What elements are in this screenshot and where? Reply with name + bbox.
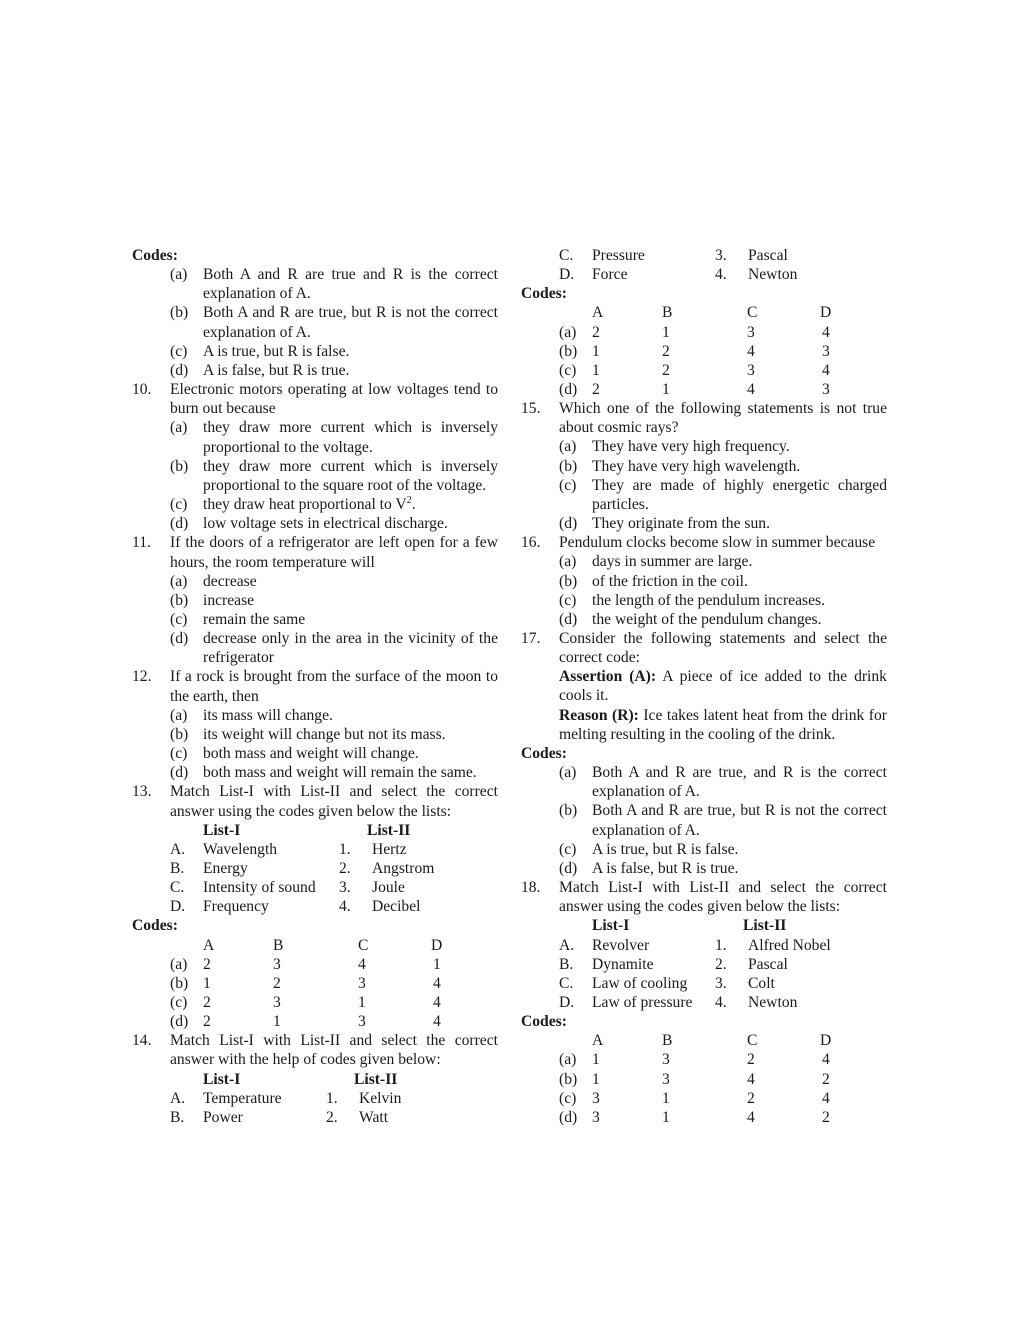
code-column-heading: C	[747, 304, 758, 322]
list-i-text: Force	[592, 266, 628, 284]
list-i-label: B.	[170, 859, 185, 877]
option-label: (b)	[170, 725, 189, 743]
option	[521, 457, 887, 476]
code-row	[521, 380, 887, 399]
list-i-label: A.	[170, 1089, 186, 1107]
code-value: 3	[822, 381, 830, 398]
option	[132, 303, 498, 341]
code-row	[132, 955, 498, 974]
code-value: 2	[747, 1089, 755, 1107]
match-row	[521, 936, 887, 955]
list-ii-text: Hertz	[372, 840, 407, 858]
question-text: Electronic motors operating at low voltages tend to burn out because	[170, 381, 498, 418]
question-text: Match List-I with List-II and select the correct answer with the help of codes given below:	[170, 1032, 498, 1069]
option-label: (c)	[170, 342, 188, 360]
option-text: both mass and weight will remain the same.	[203, 764, 477, 782]
list-i-label: C.	[559, 247, 574, 264]
code-row	[132, 974, 498, 993]
code-value: 3	[358, 1013, 366, 1031]
question	[521, 533, 887, 552]
code-table-header	[521, 303, 887, 322]
code-value: 1	[662, 1108, 670, 1126]
code-row	[132, 993, 498, 1012]
code-column-heading: D	[431, 936, 443, 954]
option-text-end: .	[411, 496, 416, 514]
code-value: 2	[273, 974, 281, 992]
list-i-text: Pressure	[592, 247, 645, 264]
code-value: 3	[592, 1108, 600, 1126]
code-value: 2	[662, 361, 670, 379]
match-list-header	[521, 916, 887, 935]
code-row	[521, 1089, 887, 1108]
match-row	[132, 1089, 498, 1108]
list-ii-text: Watt	[359, 1108, 389, 1126]
list-i-heading: List-I	[203, 821, 241, 839]
question-number: 14.	[132, 1032, 152, 1050]
code-value: 3	[358, 974, 366, 992]
code-value: 2	[592, 323, 600, 341]
option-label: (a)	[559, 764, 577, 782]
list-i-text: Revolver	[592, 936, 650, 954]
option	[132, 706, 498, 725]
code-value: 3	[273, 993, 281, 1011]
list-ii-text: Joule	[372, 879, 405, 897]
code-value: 2	[822, 1070, 830, 1088]
option	[132, 457, 498, 495]
option-label: (d)	[559, 515, 578, 533]
list-i-label: C.	[170, 879, 185, 897]
list-i-label: D.	[559, 993, 575, 1011]
statement-label: Reason (R):	[559, 706, 639, 724]
option-text: Both A and R are true, but R is not the correct explanation of A.	[592, 802, 887, 839]
option-text: They are made of highly energetic charged particles.	[592, 476, 887, 513]
code-value: 3	[662, 1070, 670, 1088]
code-option-label: (c)	[559, 1089, 577, 1107]
code-row	[521, 1070, 887, 1089]
option-text: A is true, but R is false.	[203, 342, 350, 360]
question-number: 10.	[132, 381, 152, 399]
statement-text: A piece of ice added to the drink cools it.	[559, 668, 887, 705]
list-i-heading: List-I	[592, 917, 630, 935]
list-ii-text: Pascal	[748, 247, 788, 264]
list-i-text: Law of cooling	[592, 974, 688, 992]
code-value: 3	[592, 1089, 600, 1107]
question-number: 16.	[521, 534, 541, 552]
match-row	[521, 955, 887, 974]
codes-heading: Codes:	[132, 247, 178, 264]
code-option-label: (c)	[559, 361, 577, 379]
option	[132, 342, 498, 361]
option	[132, 591, 498, 610]
code-value: 4	[433, 993, 441, 1011]
match-row	[521, 993, 887, 1012]
list-ii-label: 4.	[339, 898, 351, 916]
option-text: both mass and weight will change.	[203, 745, 419, 763]
option-text: days in summer are large.	[592, 553, 753, 571]
code-row	[521, 1050, 887, 1069]
code-value: 2	[662, 342, 670, 360]
code-value: 2	[592, 381, 600, 398]
code-option-label: (a)	[559, 1051, 577, 1069]
statement	[521, 667, 887, 705]
code-value: 4	[747, 1108, 755, 1126]
code-table-header	[521, 1031, 887, 1050]
code-value: 4	[747, 1070, 755, 1088]
code-value: 1	[592, 1070, 600, 1088]
match-row	[132, 840, 498, 859]
option-label: (b)	[170, 457, 189, 475]
left-column	[132, 246, 498, 1127]
list-i-text: Power	[203, 1108, 243, 1126]
option-label: (a)	[170, 572, 188, 590]
code-value: 1	[592, 1051, 600, 1069]
option-text: its weight will change but not its mass.	[203, 725, 446, 743]
option-label: (d)	[170, 515, 189, 533]
code-value: 3	[273, 955, 281, 973]
statement-label: Assertion (A):	[559, 668, 657, 686]
option-label: (a)	[170, 706, 188, 724]
option	[521, 859, 887, 878]
list-i-label: B.	[170, 1108, 185, 1126]
code-value: 1	[662, 1089, 670, 1107]
option-label: (b)	[170, 304, 189, 322]
statement	[521, 706, 887, 744]
list-ii-heading: List-II	[367, 821, 411, 839]
list-i-text: Dynamite	[592, 955, 654, 973]
match-row	[521, 974, 887, 993]
code-value: 4	[822, 323, 830, 341]
option-text: They have very high frequency.	[592, 438, 790, 456]
statement-text: Ice takes latent heat from the drink for melting resulting in the cooling of the drink.	[559, 706, 887, 743]
match-list-header	[132, 1070, 498, 1089]
list-i-text: Wavelength	[203, 840, 278, 858]
option-label: (a)	[170, 266, 188, 284]
option	[132, 610, 498, 629]
question-text: Pendulum clocks become slow in summer because	[559, 534, 876, 552]
question-text: Match List-I with List-II and select the correct answer using the codes given below the lists:	[170, 783, 498, 820]
code-column-heading: B	[662, 304, 673, 322]
option	[132, 361, 498, 380]
code-option-label: (b)	[559, 1070, 578, 1088]
option	[521, 437, 887, 456]
list-ii-text: Newton	[748, 266, 798, 284]
list-ii-heading: List-II	[354, 1070, 398, 1088]
question-text: If the doors of a refrigerator are left open for a few hours, the room temperature will	[170, 534, 498, 571]
option	[132, 514, 498, 533]
list-ii-text: Decibel	[372, 898, 421, 916]
list-ii-text: Colt	[748, 974, 775, 992]
list-i-label: A.	[559, 936, 575, 954]
list-ii-label: 1.	[339, 840, 351, 858]
option-label: (d)	[170, 361, 189, 379]
code-value: 4	[747, 342, 755, 360]
question	[132, 782, 498, 820]
question	[132, 533, 498, 571]
list-ii-text: Angstrom	[372, 859, 435, 877]
code-option-label: (a)	[559, 323, 577, 341]
option-text: remain the same	[203, 610, 306, 628]
list-ii-label: 2.	[339, 859, 351, 877]
option	[132, 763, 498, 782]
code-column-heading: A	[592, 1032, 604, 1050]
codes-heading: Codes:	[132, 917, 178, 935]
question-number: 15.	[521, 400, 541, 418]
codes-heading: Codes:	[521, 1013, 567, 1031]
code-value: 1	[592, 342, 600, 360]
code-value: 4	[822, 1089, 830, 1107]
code-value: 4	[822, 361, 830, 379]
option-label: (a)	[559, 553, 577, 571]
list-i-label: C.	[559, 974, 574, 992]
option	[521, 591, 887, 610]
code-column-heading: A	[592, 304, 604, 322]
code-value: 4	[822, 1051, 830, 1069]
list-ii-text: Pascal	[748, 955, 788, 973]
list-i-label: A.	[170, 840, 186, 858]
list-ii-label: 1.	[326, 1089, 338, 1107]
option	[521, 840, 887, 859]
option-text: Both A and R are true, but R is not the correct explanation of A.	[203, 304, 498, 341]
option-label: (a)	[170, 419, 188, 437]
option-text: A is true, but R is false.	[592, 840, 739, 858]
option	[521, 610, 887, 629]
code-value: 1	[592, 361, 600, 379]
option-text: the weight of the pendulum changes.	[592, 610, 822, 628]
option-label: (b)	[559, 457, 578, 475]
match-row	[132, 1108, 498, 1127]
superscript: 2	[406, 495, 412, 507]
code-column-heading: B	[273, 936, 284, 954]
question-number: 12.	[132, 668, 152, 686]
code-value: 1	[203, 974, 211, 992]
option-text: They have very high wavelength.	[592, 457, 801, 475]
code-option-label: (d)	[559, 381, 578, 398]
list-ii-label: 2.	[715, 955, 727, 973]
list-ii-label: 3.	[339, 879, 351, 897]
option-text: Both A and R are true and R is the correct explanation of A.	[203, 266, 498, 303]
option-text: they draw more current which is inversely proportional to the square root of the voltage.	[203, 457, 498, 494]
question	[521, 629, 887, 667]
code-column-heading: A	[203, 936, 215, 954]
code-value: 1	[358, 993, 366, 1011]
list-i-label: B.	[559, 955, 574, 973]
option	[132, 744, 498, 763]
code-value: 1	[662, 381, 670, 398]
code-option-label: (b)	[559, 342, 578, 360]
code-row	[132, 1012, 498, 1031]
question-text: Match List-I with List-II and select the correct answer using the codes given below the lists:	[559, 879, 887, 916]
question-text: Consider the following statements and select the correct code:	[559, 630, 887, 667]
list-ii-heading: List-II	[743, 917, 787, 935]
code-value: 1	[273, 1013, 281, 1031]
option-label: (d)	[170, 630, 189, 648]
option-text: decrease only in the area in the vicinity of the refrigerator	[203, 630, 498, 667]
option-text: they draw heat proportional to V	[203, 496, 407, 514]
code-value: 3	[747, 361, 755, 379]
code-table-header	[132, 936, 498, 955]
option	[132, 572, 498, 591]
option-label: (b)	[559, 802, 578, 820]
option	[132, 265, 498, 303]
list-i-text: Frequency	[203, 898, 269, 916]
option	[132, 629, 498, 667]
match-row	[521, 265, 887, 284]
list-ii-text: Newton	[748, 993, 798, 1011]
option-text: decrease	[203, 572, 257, 590]
code-value: 2	[203, 993, 211, 1011]
option-text: its mass will change.	[203, 706, 333, 724]
option	[132, 418, 498, 456]
list-i-heading: List-I	[203, 1070, 241, 1088]
question	[132, 1031, 498, 1069]
option-text: A is false, but R is true.	[203, 361, 350, 379]
question-text: If a rock is brought from the surface of the moon to the earth, then	[170, 668, 498, 705]
code-value: 3	[822, 342, 830, 360]
code-value: 4	[433, 1013, 441, 1031]
code-value: 4	[358, 955, 366, 973]
code-option-label: (a)	[170, 955, 188, 973]
list-i-label: D.	[170, 898, 186, 916]
question-number: 13.	[132, 783, 152, 801]
code-option-label: (d)	[559, 1108, 578, 1126]
list-ii-label: 2.	[326, 1108, 338, 1126]
option-label: (d)	[559, 610, 578, 628]
code-row	[521, 342, 887, 361]
question-number: 11.	[132, 534, 151, 552]
match-row	[132, 878, 498, 897]
match-row	[521, 246, 887, 265]
option-label: (a)	[559, 438, 577, 456]
option-text: Both A and R are true, and R is the correct explanation of A.	[592, 764, 887, 801]
list-i-text: Intensity of sound	[203, 879, 316, 897]
option-text: They originate from the sun.	[592, 515, 770, 533]
codes-heading: Codes:	[521, 285, 567, 303]
option-text: the length of the pendulum increases.	[592, 591, 825, 609]
list-ii-label: 3.	[715, 247, 727, 264]
right-column	[521, 246, 887, 1127]
code-value: 4	[747, 381, 755, 398]
option-text: low voltage sets in electrical discharge.	[203, 515, 448, 533]
question-number: 18.	[521, 879, 541, 897]
code-value: 4	[433, 974, 441, 992]
code-column-heading: D	[820, 304, 832, 322]
list-ii-label: 4.	[715, 266, 727, 284]
code-column-heading: D	[820, 1032, 832, 1050]
code-column-heading: B	[662, 1032, 673, 1050]
code-value: 3	[662, 1051, 670, 1069]
option-label: (c)	[170, 496, 188, 514]
option	[521, 476, 887, 514]
option	[521, 572, 887, 591]
question-number: 17.	[521, 630, 541, 648]
question	[132, 667, 498, 705]
option-label: (c)	[170, 610, 188, 628]
code-option-label: (c)	[170, 993, 188, 1011]
code-column-heading: C	[747, 1032, 758, 1050]
option-label: (c)	[559, 591, 577, 609]
option-label: (d)	[170, 764, 189, 782]
question-text: Which one of the following statements is not true about cosmic rays?	[559, 400, 887, 437]
option-label: (b)	[170, 591, 189, 609]
option	[132, 495, 498, 514]
question	[132, 380, 498, 418]
option	[132, 725, 498, 744]
code-value: 2	[747, 1051, 755, 1069]
question	[521, 878, 887, 916]
option-text: increase	[203, 591, 255, 609]
list-i-text: Energy	[203, 859, 248, 877]
match-row	[132, 897, 498, 916]
code-row	[521, 323, 887, 342]
code-option-label: (d)	[170, 1013, 189, 1031]
option-label: (d)	[559, 859, 578, 877]
code-value: 3	[747, 323, 755, 341]
code-column-heading: C	[358, 936, 369, 954]
code-value: 2	[822, 1108, 830, 1126]
list-i-label: D.	[559, 266, 575, 284]
list-ii-label: 4.	[715, 993, 727, 1011]
option-label: (c)	[559, 840, 577, 858]
code-value: 2	[203, 955, 211, 973]
option-text: they draw more current which is inversely proportional to the voltage.	[203, 419, 498, 456]
option	[521, 514, 887, 533]
match-row	[132, 859, 498, 878]
option-label: (b)	[559, 572, 578, 590]
match-list-header	[132, 821, 498, 840]
code-option-label: (b)	[170, 974, 189, 992]
option	[521, 801, 887, 839]
option	[521, 552, 887, 571]
list-ii-label: 1.	[715, 936, 727, 954]
code-row	[521, 361, 887, 380]
question	[521, 399, 887, 437]
option-text: A is false, but R is true.	[592, 859, 739, 877]
option-label: (c)	[559, 476, 577, 494]
list-ii-label: 3.	[715, 974, 727, 992]
list-i-text: Temperature	[203, 1089, 282, 1107]
code-value: 1	[662, 323, 670, 341]
option-text: of the friction in the coil.	[592, 572, 748, 590]
list-ii-text: Alfred Nobel	[748, 936, 831, 954]
list-ii-text: Kelvin	[359, 1089, 402, 1107]
list-i-text: Law of pressure	[592, 993, 693, 1011]
option	[521, 763, 887, 801]
codes-heading: Codes:	[521, 744, 567, 762]
code-row	[521, 1108, 887, 1127]
option-label: (c)	[170, 745, 188, 763]
code-value: 2	[203, 1013, 211, 1031]
code-value: 1	[433, 955, 441, 973]
